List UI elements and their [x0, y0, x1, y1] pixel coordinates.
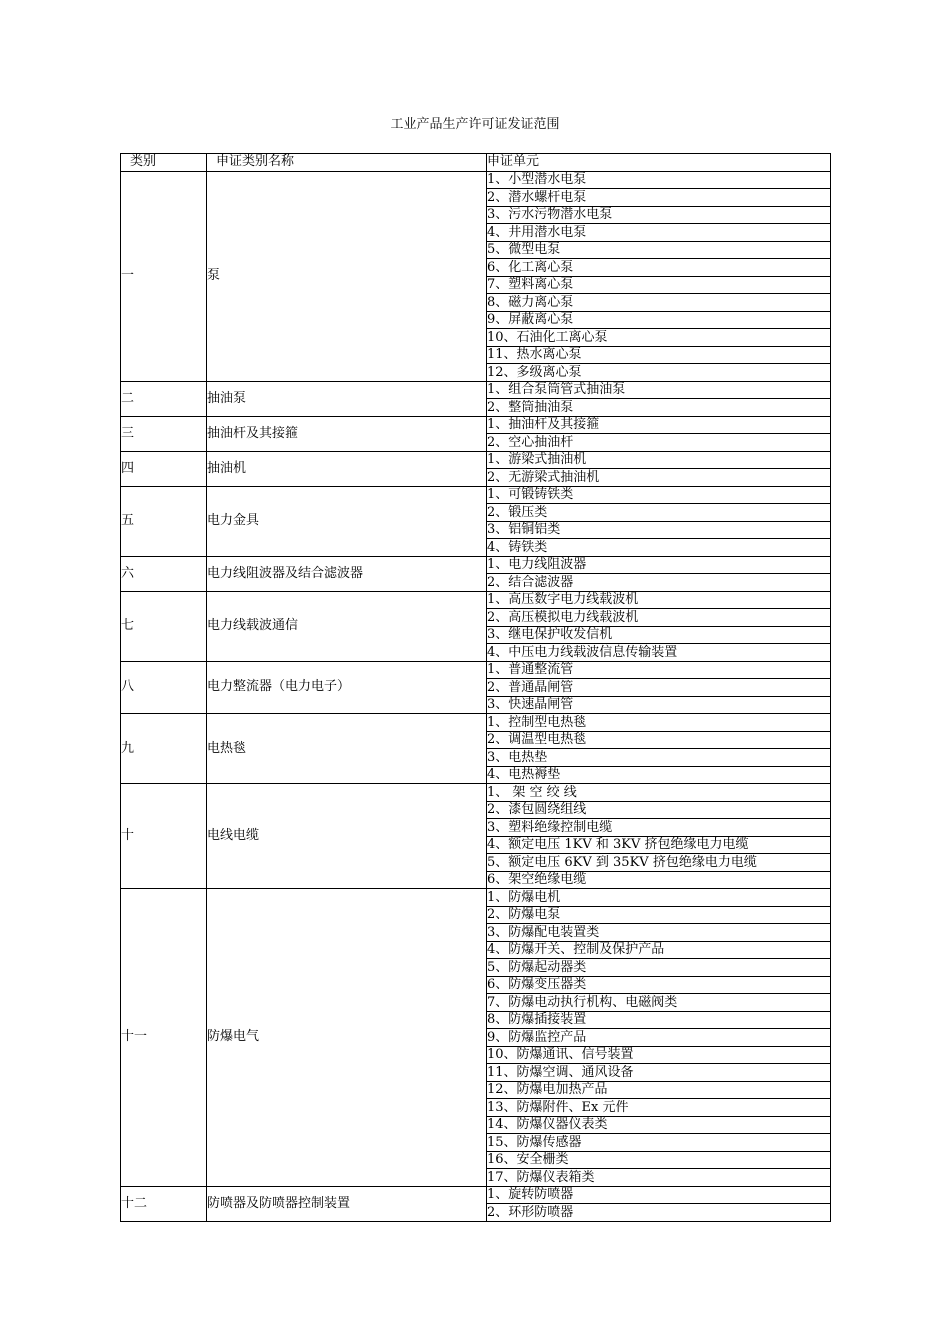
- unit-cell: 2、锻压类: [487, 504, 831, 522]
- table-row: [121, 889, 831, 907]
- unit-cell: 2、高压模拟电力线载波机: [487, 609, 831, 627]
- unit-cell: 1、组合泵筒管式抽油泵: [487, 381, 831, 399]
- unit-cell: 11、防爆空调、通风设备: [487, 1064, 831, 1082]
- unit-cell: 1、 架 空 绞 线: [487, 784, 831, 802]
- table-row: [121, 486, 831, 504]
- table-row: [121, 381, 831, 399]
- unit-cell: 4、额定电压 1KV 和 3KV 挤包绝缘电力电缆: [487, 836, 831, 854]
- category-cell: 七: [121, 591, 207, 661]
- category-cell: 五: [121, 486, 207, 556]
- unit-cell: 5、额定电压 6KV 到 35KV 挤包绝缘电力电缆: [487, 854, 831, 872]
- unit-cell: 8、防爆插接装置: [487, 1011, 831, 1029]
- category-cell: 十二: [121, 1186, 207, 1221]
- unit-cell: 17、防爆仪表箱类: [487, 1169, 831, 1187]
- table-row: [121, 556, 831, 574]
- unit-cell: 4、井用潜水电泵: [487, 224, 831, 242]
- unit-cell: 15、防爆传感器: [487, 1134, 831, 1152]
- category-name-cell: 电线电缆: [207, 784, 487, 889]
- unit-cell: 3、防爆配电装置类: [487, 924, 831, 942]
- table-body: [121, 171, 831, 1221]
- permit-scope-table: [120, 153, 831, 1222]
- unit-cell: 6、架空绝缘电缆: [487, 871, 831, 889]
- unit-cell: 3、快速晶闸管: [487, 696, 831, 714]
- unit-cell: 1、抽油杆及其接箍: [487, 416, 831, 434]
- unit-cell: 12、多级离心泵: [487, 364, 831, 382]
- category-name-cell: 抽油机: [207, 451, 487, 486]
- table-row: [121, 416, 831, 434]
- category-name-cell: 防喷器及防喷器控制装置: [207, 1186, 487, 1221]
- unit-cell: 2、普通晶闸管: [487, 679, 831, 697]
- header-category: 类别: [121, 154, 207, 172]
- unit-cell: 10、石油化工离心泵: [487, 329, 831, 347]
- category-name-cell: 抽油杆及其接箍: [207, 416, 487, 451]
- unit-cell: 1、旋转防喷器: [487, 1186, 831, 1204]
- unit-cell: 1、防爆电机: [487, 889, 831, 907]
- category-name-cell: 电力线载波通信: [207, 591, 487, 661]
- unit-cell: 4、防爆开关、控制及保护产品: [487, 941, 831, 959]
- category-cell: 六: [121, 556, 207, 591]
- unit-cell: 12、防爆电加热产品: [487, 1081, 831, 1099]
- table-row: [121, 591, 831, 609]
- category-cell: 二: [121, 381, 207, 416]
- unit-cell: 1、游梁式抽油机: [487, 451, 831, 469]
- unit-cell: 9、屏蔽离心泵: [487, 311, 831, 329]
- unit-cell: 3、继电保护收发信机: [487, 626, 831, 644]
- unit-cell: 9、防爆监控产品: [487, 1029, 831, 1047]
- unit-cell: 3、铝铜铝类: [487, 521, 831, 539]
- unit-cell: 7、防爆电动执行机构、电磁阀类: [487, 994, 831, 1012]
- unit-cell: 2、潜水螺杆电泵: [487, 189, 831, 207]
- category-cell: 一: [121, 171, 207, 381]
- unit-cell: 1、高压数字电力线载波机: [487, 591, 831, 609]
- unit-cell: 16、安全栅类: [487, 1151, 831, 1169]
- unit-cell: 14、防爆仪器仪表类: [487, 1116, 831, 1134]
- unit-cell: 3、污水污物潜水电泵: [487, 206, 831, 224]
- category-name-cell: 电力整流器（电力电子）: [207, 661, 487, 714]
- unit-cell: 2、空心抽油杆: [487, 434, 831, 452]
- unit-cell: 4、中压电力线载波信息传输装置: [487, 644, 831, 662]
- unit-cell: 4、电热褥垫: [487, 766, 831, 784]
- unit-cell: 5、微型电泵: [487, 241, 831, 259]
- category-cell: 三: [121, 416, 207, 451]
- category-name-cell: 电力线阻波器及结合滤波器: [207, 556, 487, 591]
- unit-cell: 2、调温型电热毯: [487, 731, 831, 749]
- category-cell: 八: [121, 661, 207, 714]
- unit-cell: 2、无游梁式抽油机: [487, 469, 831, 487]
- category-name-cell: 电热毯: [207, 714, 487, 784]
- header-name: 申证类别名称: [207, 154, 487, 172]
- unit-cell: 10、防爆通讯、信号装置: [487, 1046, 831, 1064]
- unit-cell: 11、热水离心泵: [487, 346, 831, 364]
- category-cell: 十: [121, 784, 207, 889]
- table-row: [121, 661, 831, 679]
- unit-cell: 1、电力线阻波器: [487, 556, 831, 574]
- unit-cell: 6、化工离心泵: [487, 259, 831, 277]
- unit-cell: 1、小型潜水电泵: [487, 171, 831, 189]
- unit-cell: 4、铸铁类: [487, 539, 831, 557]
- unit-cell: 5、防爆起动器类: [487, 959, 831, 977]
- category-name-cell: 泵: [207, 171, 487, 381]
- table-header-row: [121, 154, 831, 172]
- category-name-cell: 电力金具: [207, 486, 487, 556]
- unit-cell: 2、整筒抽油泵: [487, 399, 831, 417]
- unit-cell: 8、磁力离心泵: [487, 294, 831, 312]
- unit-cell: 3、电热垫: [487, 749, 831, 767]
- unit-cell: 3、塑料绝缘控制电缆: [487, 819, 831, 837]
- unit-cell: 1、可锻铸铁类: [487, 486, 831, 504]
- category-name-cell: 防爆电气: [207, 889, 487, 1187]
- table-row: [121, 714, 831, 732]
- table-row: [121, 451, 831, 469]
- unit-cell: 2、环形防喷器: [487, 1204, 831, 1222]
- unit-cell: 7、塑料离心泵: [487, 276, 831, 294]
- category-name-cell: 抽油泵: [207, 381, 487, 416]
- unit-cell: 2、防爆电泵: [487, 906, 831, 924]
- unit-cell: 1、普通整流管: [487, 661, 831, 679]
- table-row: [121, 784, 831, 802]
- unit-cell: 2、漆包圆绕组线: [487, 801, 831, 819]
- table-row: [121, 1186, 831, 1204]
- unit-cell: 1、控制型电热毯: [487, 714, 831, 732]
- page-title: 工业产品生产许可证发证范围: [390, 117, 560, 132]
- unit-cell: 2、结合滤波器: [487, 574, 831, 592]
- header-unit: 申证单元: [487, 154, 831, 172]
- table-row: [121, 171, 831, 189]
- unit-cell: 6、防爆变压器类: [487, 976, 831, 994]
- unit-cell: 13、防爆附件、Ex 元件: [487, 1099, 831, 1117]
- category-cell: 九: [121, 714, 207, 784]
- category-cell: 十一: [121, 889, 207, 1187]
- category-cell: 四: [121, 451, 207, 486]
